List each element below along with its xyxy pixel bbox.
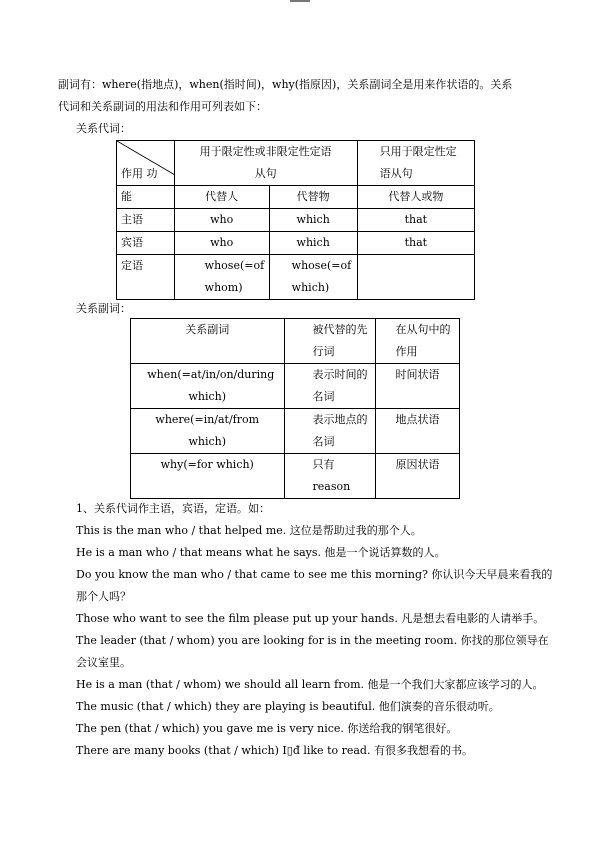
row-antecedent — [284, 364, 375, 409]
example-sentence: He is a man who / that means what he says. 他是一个说话算数的人。 — [76, 546, 446, 559]
row-adverb-text: when(=at/in/on/during which) — [147, 368, 275, 403]
row-person-or-thing: that — [357, 232, 474, 255]
intro-line-2: 代词和关系副词的用法和作用可列表如下： — [58, 100, 267, 113]
example-sentence: He is a man (that / whom) we should all learn from. 他是一个我们大家都应该学习的人。 — [76, 678, 544, 691]
row-person: who — [174, 209, 269, 232]
row-adverb: why(=for which) — [131, 454, 285, 499]
pronoun-label: 关系代词： — [76, 122, 131, 135]
subheader-thing: 代替物 — [269, 186, 357, 209]
table-row — [117, 232, 475, 255]
row-person-text: whose(=of whom) — [204, 259, 265, 294]
header-restrictive-nonrestrictive: 用于限定性或非限定性定语从句 — [174, 141, 357, 186]
row-person: who — [174, 232, 269, 255]
table-row — [131, 409, 460, 454]
row-function: 原因状语 — [375, 454, 460, 499]
row-adverb — [131, 364, 285, 409]
intro-line-1: 副词有：where(指地点)，when(指时间)，why(指原因)，关系副词全是用来作状语的。关系 — [58, 78, 513, 91]
row-function: 时间状语 — [375, 364, 460, 409]
example-sentence: There are many books (that / which) I▯đ like to read. 有很多我想看的书。 — [76, 744, 473, 757]
row-role: 主语 — [117, 209, 175, 232]
relative-adverb-table — [130, 318, 460, 499]
row-role: 宾语 — [117, 232, 175, 255]
row-person — [174, 255, 269, 300]
header-relative-adverb: 关系副词 — [131, 319, 285, 364]
relative-pronoun-table — [116, 140, 475, 300]
row-person-or-thing — [357, 255, 474, 300]
diagonal-header-cont: 能 — [117, 186, 175, 209]
example-sentence: The music (that / which) they are playing is beautiful. 他们演奏的音乐很动听。 — [76, 700, 500, 713]
header-restrictive-only-line1: 只用于限定性定 — [379, 145, 457, 158]
row-thing — [269, 255, 357, 300]
table-row — [131, 364, 460, 409]
example-sentence: The pen (that / which) you gave me is very nice. 你送给我的钢笔很好。 — [76, 722, 458, 735]
header-rule — [290, 0, 310, 2]
row-thing: which — [269, 232, 357, 255]
row-function: 地点状语 — [375, 409, 460, 454]
adverb-label: 关系副词： — [76, 302, 131, 315]
row-thing: which — [269, 209, 357, 232]
row-person-or-thing: that — [357, 209, 474, 232]
example-sentence: The leader (that / whom) you are looking for is in the meeting room. 你找的那位领导在会议室里。 — [76, 634, 549, 669]
example-sentence: Those who want to see the film please put up your hands. 凡是想去看电影的人请举手。 — [76, 612, 545, 625]
row-thing-text: whose(=of which) — [291, 259, 352, 294]
row-role: 定语 — [117, 255, 175, 300]
header-function-text: 在从句中的作用 — [395, 323, 451, 358]
row-antecedent — [284, 409, 375, 454]
header-restrictive-only — [357, 141, 474, 186]
example-sentence: Do you know the man who / that came to see me this morning? 你认识今天早晨来看我的那个人吗？ — [76, 568, 553, 603]
example-sentence: This is the man who / that helped me. 这位是帮助过我的那个人。 — [76, 524, 422, 537]
header-restrictive-only-line2: 语从句 — [379, 167, 413, 180]
header-antecedent-text: 被代替的先行词 — [312, 323, 368, 358]
diagonal-header-cell — [117, 141, 175, 186]
row-antecedent-text: 只有reason — [312, 458, 351, 493]
section-1-title: 1、关系代词作主语，宾语，定语。如： — [76, 502, 270, 515]
header-function — [375, 319, 460, 364]
diagonal-header-text: 作用 功 — [121, 167, 158, 180]
table-row — [117, 255, 475, 300]
subheader-person-or-thing: 代替人或物 — [357, 186, 474, 209]
row-adverb: where(=in/at/from which) — [131, 409, 285, 454]
header-antecedent — [284, 319, 375, 364]
row-antecedent-text: 表示地点的名词 — [312, 413, 368, 448]
subheader-person: 代替人 — [174, 186, 269, 209]
row-antecedent-text: 表示时间的名词 — [312, 368, 368, 403]
row-antecedent — [284, 454, 375, 499]
table-row — [117, 209, 475, 232]
table-row — [131, 454, 460, 499]
